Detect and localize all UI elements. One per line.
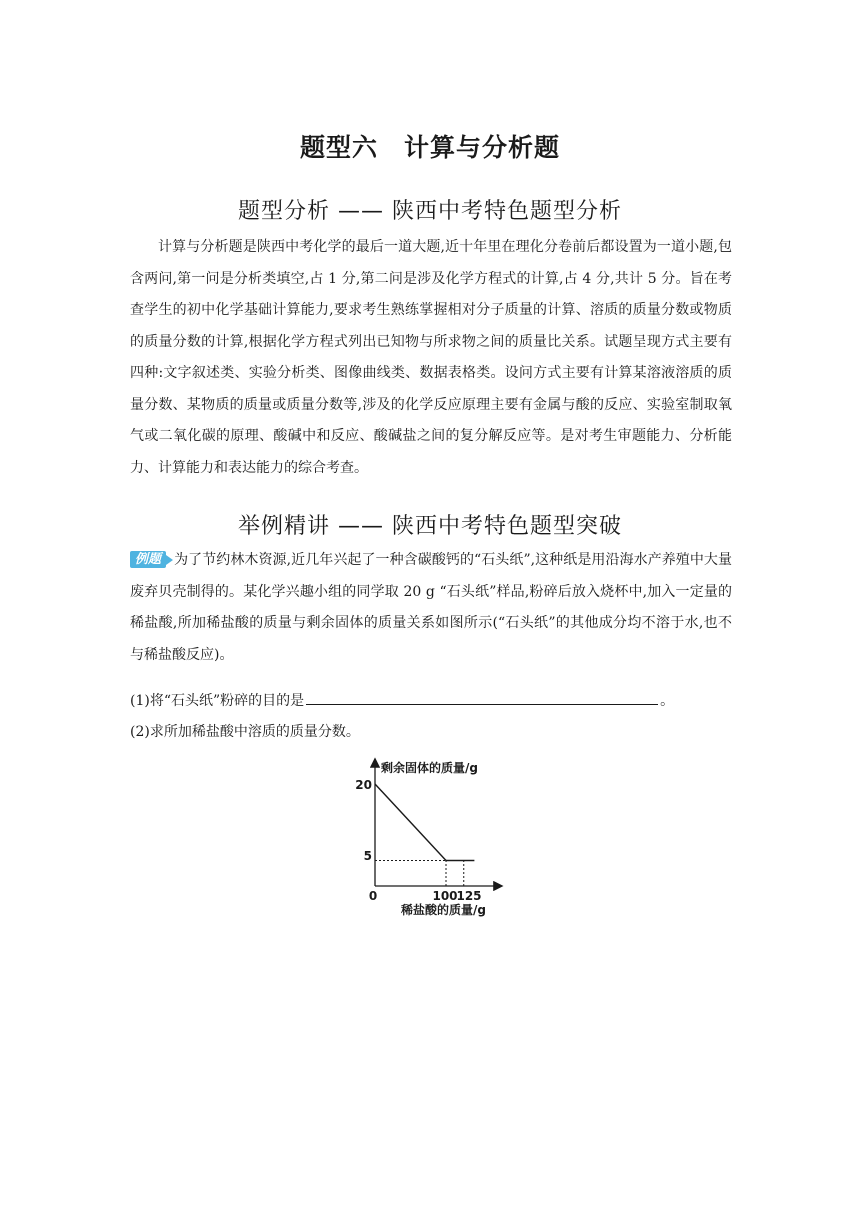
question-1-text: (1)将“石头纸”粉碎的目的是 (130, 693, 305, 709)
example-paragraph (130, 545, 732, 671)
x-axis-label: 稀盐酸的质量/g (401, 903, 486, 917)
guide-lines (375, 861, 464, 887)
y-axis-label: 剩余固体的质量/g (381, 761, 478, 775)
question-1-end: 。 (660, 693, 675, 709)
example-badge: 例题 (130, 551, 166, 568)
x-tick-125: 125 (456, 889, 482, 903)
page-title: 题型六 计算与分析题 (299, 133, 560, 162)
question-1 (130, 690, 674, 711)
x-tick-100: 100 (432, 889, 458, 903)
question-2: (2)求所加稀盐酸中溶质的质量分数。 (130, 724, 360, 740)
series-segment-0-0 (375, 784, 446, 861)
origin-label: 0 (368, 889, 378, 903)
y-tick-20: 20 (355, 778, 372, 792)
section-heading-analysis: 题型分析 —— 陕西中考特色题型分析 (238, 199, 622, 224)
intro-paragraph: 计算与分析题是陕西中考化学的最后一道大题,近十年里在理化分卷前后都设置为一道小题,包含两问,第一问是分析类填空,占 1 分,第二问是涉及化学方程式的计算,占 4 分,共计 5 分。旨在考查学生的初中化学基础计算能力,要求考生熟练掌握相对分子质量的计算、溶质的质量分数或物质的质量分数的计算,根据化学方程式列出已知物与所求物之间的质量比关系。试题呈现方式主要有四种:文字叙述类、实验分析类、图像曲线类、数据表格类。设问方式主要有计算某溶液溶质的质量分数、某物质的质量或质量分数等,涉及的化学反应原理主要有金属与酸的反应、实验室制取氧气或二氧化碳的原理、酸碱中和反应、酸碱盐之间的复分解反应等。是对考生审题能力、分析能力、计算能力和表达能力的综合考查。 (130, 239, 732, 476)
series-lines (375, 784, 474, 861)
chart (345, 752, 525, 926)
chart-svg (345, 752, 525, 922)
answer-blank[interactable] (306, 690, 658, 705)
example-text: 为了节约林木资源,近几年兴起了一种含碳酸钙的“石头纸”,这种纸是用沿海水产养殖中大量废弃贝壳制得的。某化学兴趣小组的同学取 20 g “石头纸”样品,粉碎后放入烧杯中,加入一定量的稀盐酸,所加稀盐酸的质量与剩余固体的质量关系如图所示(“石头纸”的其他成分均不溶于水,也不与稀盐酸反应)。 (130, 552, 732, 663)
section-heading-examples: 举例精讲 —— 陕西中考特色题型突破 (238, 514, 622, 539)
y-tick-5: 5 (363, 849, 372, 863)
